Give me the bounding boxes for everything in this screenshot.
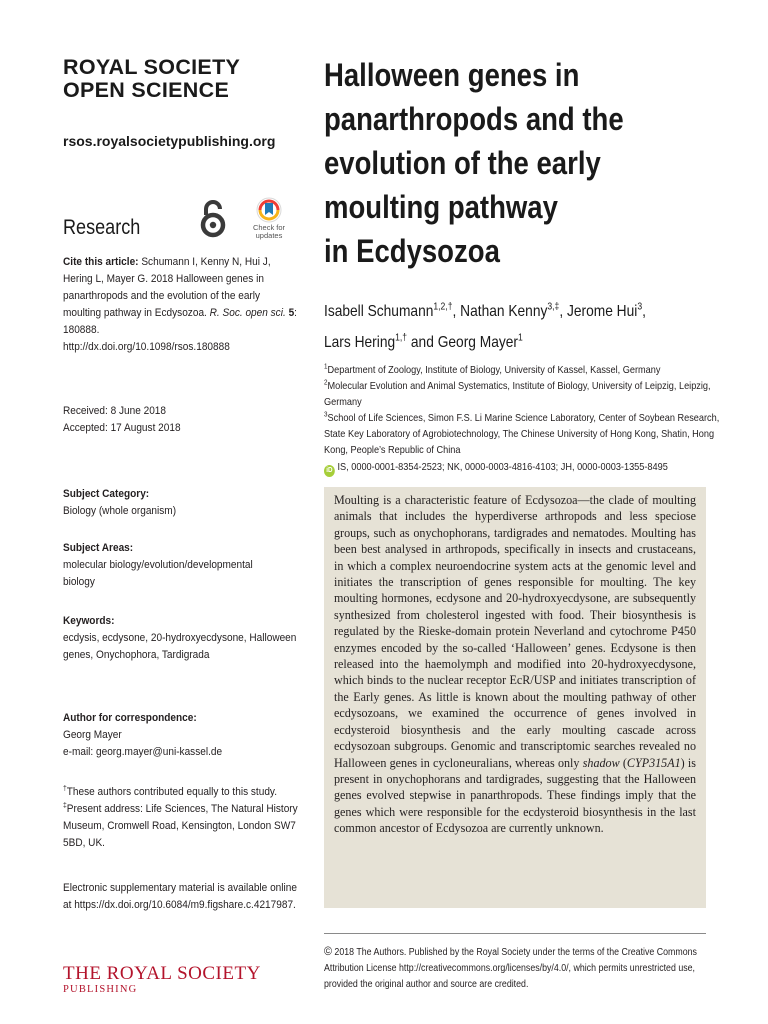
author-name: Isabell Schumann: [324, 303, 434, 320]
license-statement: [324, 943, 702, 993]
author-affiliation-sup: 3: [637, 301, 643, 313]
affiliation-item: [324, 363, 725, 379]
author-list: [324, 296, 702, 358]
article-section-label: Research: [63, 216, 141, 239]
orcid-text[interactable]: IS, 0000-0001-8354-2523; NK, 0000-0003-4816-4103; JH, 0000-0003-1355-8495: [337, 462, 668, 473]
author-affiliation-sup: 3,‡: [547, 301, 560, 313]
journal-logo: [63, 56, 240, 102]
author-separator: and: [407, 334, 438, 351]
publisher-name: THE ROYAL SOCIETY: [63, 963, 261, 984]
dagger-mark: †: [63, 783, 67, 793]
affiliation-text: School of Life Sciences, Simon F.S. Li Marine Science Laboratory, Center of Soybean Research, State Key Laboratory of Agrobiotechnology, The Chinese University of Hong Kong, Shatin, Hong Kong, People’s Republic of China: [324, 413, 720, 456]
subject-category-heading: Subject Category:: [63, 488, 150, 500]
correspondence: [63, 710, 299, 761]
journal-url[interactable]: rsos.royalsocietypublishing.org: [63, 133, 276, 149]
subject-areas: [63, 540, 275, 591]
author-separator: ,: [559, 303, 567, 320]
citation-volume: 5: [288, 307, 295, 319]
affiliation-number: 2: [324, 379, 328, 387]
affiliation-number: 1: [324, 363, 328, 371]
subject-category: [63, 486, 299, 520]
abstract-cyp-name: CYP315A1: [626, 755, 681, 770]
author-affiliation-sup: 1: [517, 332, 523, 344]
author-name: Nathan Kenny: [460, 303, 548, 320]
copyright-symbol: ©: [324, 944, 332, 958]
affiliation-item: [324, 411, 725, 459]
citation-block: [63, 254, 299, 356]
citation-journal: R. Soc. open sci.: [209, 307, 286, 319]
open-access-icon: [198, 199, 228, 239]
author-affiliation-sup: 1,2,†: [433, 301, 453, 313]
affiliations: [324, 363, 725, 459]
title-line: Halloween genes in: [324, 57, 580, 93]
article-title: [324, 53, 702, 273]
keywords: [63, 613, 299, 664]
affiliation-text: Department of Zoology, Institute of Biology, University of Kassel, Kassel, Germany: [327, 365, 661, 376]
author-name: Georg Mayer: [437, 334, 518, 351]
correspondence-heading: Author for correspondence:: [63, 712, 197, 724]
publisher-logo: [63, 964, 261, 995]
check-for-updates-label: [246, 224, 292, 240]
abstract-text: [334, 492, 696, 837]
orcid-ids: [324, 461, 725, 477]
citation-article-number: : 180888.: [63, 307, 297, 336]
correspondence-email[interactable]: e-mail: georg.mayer@uni-kassel.de: [63, 746, 223, 758]
affiliation-item: [324, 379, 725, 411]
citation-label: Cite this article:: [63, 256, 139, 268]
citation-doi[interactable]: http://dx.doi.org/10.1098/rsos.180888: [63, 341, 230, 353]
title-line: moulting pathway: [324, 189, 558, 225]
author-separator: ,: [452, 303, 461, 320]
abstract-part1: Moulting is a characteristic feature of Ecdysozoa—the clade of moulting animals that includes the hyperdiverse arthropods and less speciose groups, such as onychophorans, tardigrades and nematodes. Moulting has been best analysed in arthropods, specifically in insects and crustaceans, in which a complex neuroendocrine system acts at the genomic level and initiates the transcription of genes responsible for moulting. The key moulting hormones, ecdysone and 20-hydroxyecdysone, are subsequently synthesized from cholesterol ingested with food. Their biosynthesis is regulated by the Rieske-domain protein Neverland and cytochrome P450 enzymes encoded by the so-called ‘Halloween’ genes. Ecdysone is then released into the haemolymph and modified into 20-hydroxyecdysone, which binds to the nuclear receptor EcR/USP and initiates transcription of the Early genes. As little is known about the moulting pathway of other ecdysozoans, we examined the occurrence of genes involved in ecdysteroid biosynthesis and the early moulting cascade across ecdysozoan subgroups. Genomic and transcriptomic searches revealed no Halloween genes in cycloneuralians, whereas only: [334, 493, 696, 770]
author-name: Lars Hering: [324, 334, 396, 351]
title-line: in Ecdysozoa: [324, 233, 500, 269]
abstract-gene-name: shadow: [582, 755, 620, 770]
double-dagger-mark: ‡: [63, 800, 67, 810]
abstract-part2: ) is present in onychophorans and tardigrades, suggesting that the Halloween genes evolved stepwise in panarthropods. These findings imply that the genes which were responsible for the ecdysteroid biosynthesis in the last common ancestor of Ecdysozoa are currently unknown.: [334, 755, 696, 836]
license-divider: [324, 933, 706, 934]
title-line: panarthropods and the: [324, 101, 624, 137]
dagger-text: These authors contributed equally to this study.: [66, 786, 278, 798]
article-dates: [63, 403, 299, 437]
footnote-present-address: [63, 801, 299, 852]
affiliation-number: 3: [324, 411, 328, 419]
check-for-updates-line1: Check for: [252, 223, 286, 232]
author-footnotes: [63, 784, 299, 852]
author-separator: ,: [642, 303, 646, 320]
subject-category-value: Biology (whole organism): [63, 505, 177, 517]
citation-text: Schumann I, Kenny N, Hui J, Hering L, Mayer G. 2018 Halloween genes in panarthropods and the evolution of the early moulting pathway in Ecdysozoa.: [63, 256, 271, 319]
check-for-updates-line2: updates: [255, 231, 283, 240]
supplementary-material-note: Electronic supplementary material is available online at https://dx.doi.org/10.6084/m9.figshare.c.4217987.: [63, 882, 297, 911]
abstract-box: [324, 487, 706, 908]
subject-areas-value: molecular biology/evolution/developmental biology: [63, 559, 253, 588]
double-dagger-text: Present address: Life Sciences, The Natural History Museum, Cromwell Road, Kensington, London SW7 5BD, UK.: [63, 803, 298, 849]
received-date: Received: 8 June 2018: [63, 405, 167, 417]
license-text: 2018 The Authors. Published by the Royal Society under the terms of the Creative Commons Attribution License http://creativecommons.org/licenses/by/4.0/, which permits unrestricted use, provided the original author and source are credited.: [324, 947, 697, 990]
orcid-icon: iD: [324, 465, 335, 477]
correspondence-name: Georg Mayer: [63, 729, 122, 741]
footnote-equal-contribution: [63, 784, 299, 801]
keywords-value: ecdysis, ecdysone, 20-hydroxyecdysone, Halloween genes, Onychophora, Tardigrada: [63, 632, 297, 661]
author-affiliation-sup: 1,†: [395, 332, 408, 344]
check-for-updates-badge[interactable]: [246, 197, 292, 245]
keywords-heading: Keywords:: [63, 615, 115, 627]
title-line: evolution of the early: [324, 145, 601, 181]
accepted-date: Accepted: 17 August 2018: [63, 422, 181, 434]
publisher-sub: PUBLISHING: [63, 984, 138, 995]
check-for-updates-icon: [256, 197, 282, 223]
subject-areas-heading: Subject Areas:: [63, 542, 134, 554]
affiliation-text: Molecular Evolution and Animal Systematics, Institute of Biology, University of Leipzig, Leipzig, Germany: [324, 381, 711, 408]
journal-name-line2: OPEN SCIENCE: [63, 78, 230, 102]
abstract-paren: (: [619, 755, 627, 770]
journal-name-line1: ROYAL SOCIETY: [63, 55, 241, 79]
author-name: Jerome Hui: [566, 303, 638, 320]
